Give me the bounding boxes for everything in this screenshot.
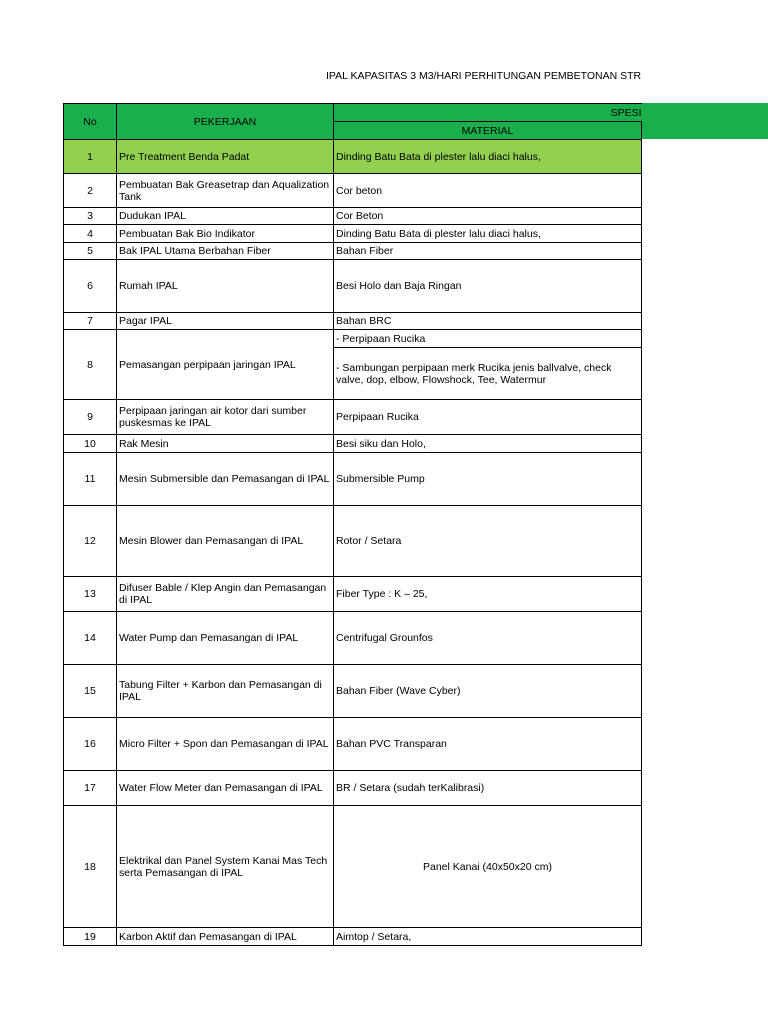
table-row (64, 506, 642, 577)
cell-no[interactable]: 13 (64, 577, 117, 612)
cell-material[interactable]: Bahan Fiber (Wave Cyber) (334, 665, 642, 718)
cell-material[interactable]: Centrifugal Grounfos (334, 612, 642, 665)
cell-pekerjaan[interactable]: Water Flow Meter dan Pemasangan di IPAL (117, 771, 334, 806)
cell-pekerjaan[interactable]: Micro Filter + Spon dan Pemasangan di IPAL (117, 718, 334, 771)
cell-no[interactable]: 3 (64, 208, 117, 225)
cell-material[interactable]: Bahan BRC (334, 313, 642, 330)
table-row (64, 260, 642, 313)
cell-material[interactable]: - Perpipaan Rucika (334, 330, 642, 348)
cell-no[interactable]: 6 (64, 260, 117, 313)
cell-pekerjaan[interactable]: Mesin Submersible dan Pemasangan di IPAL (117, 453, 334, 506)
spreadsheet-table (63, 103, 642, 946)
cell-pekerjaan[interactable]: Tabung Filter + Karbon dan Pemasangan di IPAL (117, 665, 334, 718)
cell-material[interactable]: Cor Beton (334, 208, 642, 225)
cell-pekerjaan[interactable]: Pemasangan perpipaan jaringan IPAL (117, 330, 334, 400)
table-row (64, 612, 642, 665)
cell-no[interactable]: 2 (64, 174, 117, 208)
cell-pekerjaan[interactable]: Bak IPAL Utama Berbahan Fiber (117, 243, 334, 260)
cell-material[interactable]: Cor beton (334, 174, 642, 208)
cell-pekerjaan[interactable]: Rumah IPAL (117, 260, 334, 313)
header-green-extension (641, 103, 768, 139)
cell-no[interactable]: 17 (64, 771, 117, 806)
cell-no[interactable]: 5 (64, 243, 117, 260)
cell-pekerjaan[interactable]: Karbon Aktif dan Pemasangan di IPAL (117, 928, 334, 946)
table-row (64, 577, 642, 612)
cell-pekerjaan[interactable]: Dudukan IPAL (117, 208, 334, 225)
cell-no[interactable]: 1 (64, 140, 117, 174)
cell-no[interactable]: 11 (64, 453, 117, 506)
cell-no[interactable]: 4 (64, 225, 117, 243)
table-row (64, 806, 642, 928)
cell-pekerjaan[interactable]: Perpipaan jaringan air kotor dari sumber puskesmas ke IPAL (117, 400, 334, 435)
table-row (64, 330, 642, 348)
cell-material-2[interactable]: - Sambungan perpipaan merk Rucika jenis ballvalve, check valve, dop, elbow, Flowshock, Tee, Watermur (334, 348, 642, 400)
cell-material[interactable]: Aimtop / Setara, (334, 928, 642, 946)
cell-pekerjaan[interactable]: Pre Treatment Benda Padat (117, 140, 334, 174)
cell-no[interactable]: 12 (64, 506, 117, 577)
cell-pekerjaan[interactable]: Pagar IPAL (117, 313, 334, 330)
cell-material[interactable]: Submersible Pump (334, 453, 642, 506)
cell-material[interactable]: Bahan Fiber (334, 243, 642, 260)
cell-pekerjaan[interactable]: Mesin Blower dan Pemasangan di IPAL (117, 506, 334, 577)
sheet-title: IPAL KAPASITAS 3 M3/HARI PERHITUNGAN PEMBETONAN STR (326, 70, 642, 82)
cell-material[interactable]: Besi Holo dan Baja Ringan (334, 260, 642, 313)
cell-material[interactable]: Dinding Batu Bata di plester lalu diaci halus, (334, 225, 642, 243)
header-pekerjaan[interactable]: PEKERJAAN (117, 104, 334, 140)
table-row (64, 435, 642, 453)
table-row (64, 174, 642, 208)
cell-material[interactable]: Besi siku dan Holo, (334, 435, 642, 453)
cell-pekerjaan[interactable]: Rak Mesin (117, 435, 334, 453)
cell-no[interactable]: 10 (64, 435, 117, 453)
table-row (64, 665, 642, 718)
table-row (64, 208, 642, 225)
table-row (64, 313, 642, 330)
header-no[interactable]: No (64, 104, 117, 140)
table-row (64, 718, 642, 771)
cell-no[interactable]: 8 (64, 330, 117, 400)
header-material[interactable]: MATERIAL (334, 122, 642, 140)
table-row (64, 771, 642, 806)
cell-no[interactable]: 14 (64, 612, 117, 665)
cell-material[interactable]: BR / Setara (sudah terKalibrasi) (334, 771, 642, 806)
cell-pekerjaan[interactable]: Difuser Bable / Klep Angin dan Pemasangan di IPAL (117, 577, 334, 612)
cell-material[interactable]: Rotor / Setara (334, 506, 642, 577)
cell-no[interactable]: 9 (64, 400, 117, 435)
cell-no[interactable]: 16 (64, 718, 117, 771)
cell-pekerjaan[interactable]: Water Pump dan Pemasangan di IPAL (117, 612, 334, 665)
cell-no[interactable]: 19 (64, 928, 117, 946)
table-row (64, 140, 642, 174)
cell-pekerjaan[interactable]: Pembuatan Bak Greasetrap dan Aqualization Tank (117, 174, 334, 208)
cell-no[interactable]: 7 (64, 313, 117, 330)
cell-material[interactable]: Dinding Batu Bata di plester lalu diaci halus, (334, 140, 642, 174)
table-row (64, 928, 642, 946)
cell-no[interactable]: 15 (64, 665, 117, 718)
cell-material[interactable]: Bahan PVC Transparan (334, 718, 642, 771)
cell-pekerjaan[interactable]: Pembuatan Bak Bio Indikator (117, 225, 334, 243)
table-row (64, 453, 642, 506)
table-row (64, 243, 642, 260)
table-row (64, 225, 642, 243)
cell-material[interactable]: Panel Kanai (40x50x20 cm) (334, 806, 642, 928)
cell-no[interactable]: 18 (64, 806, 117, 928)
cell-material[interactable]: Perpipaan Rucika (334, 400, 642, 435)
table-row (64, 400, 642, 435)
header-spesifikasi[interactable]: SPESI (334, 104, 642, 122)
cell-pekerjaan[interactable]: Elektrikal dan Panel System Kanai Mas Tech serta Pemasangan di IPAL (117, 806, 334, 928)
cell-material[interactable]: Fiber Type : K – 25, (334, 577, 642, 612)
